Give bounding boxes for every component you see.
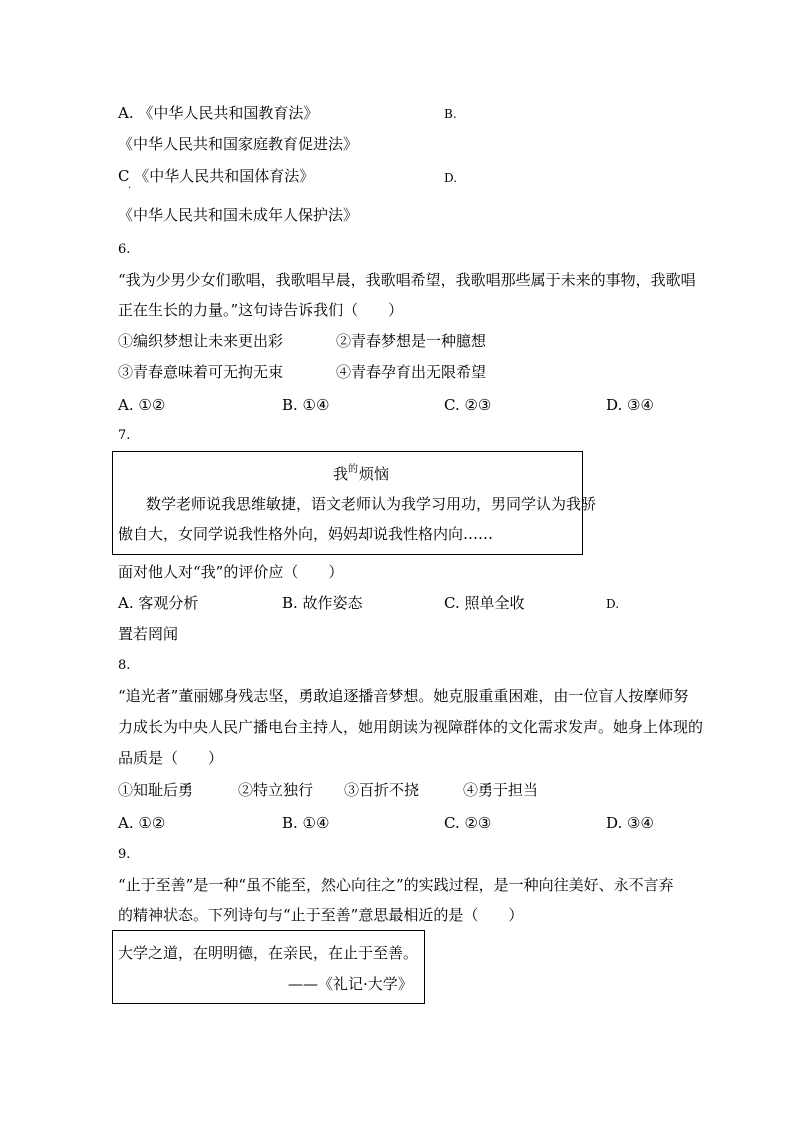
- q5-option-c-dot: ·: [128, 183, 132, 194]
- q6-stem-line2: 正在生长的力量。”这句诗告诉我们（ ）: [118, 301, 404, 319]
- q7-option-b: B. 故作姿态: [282, 594, 363, 612]
- q6-option-d: D. ③④: [606, 396, 654, 414]
- q7-box-line1: 数学老师说我思维敏捷，语文老师认为我学习用功，男同学认为我骄: [146, 495, 597, 513]
- q9-box-line1: 大学之道，在明明德，在亲民，在止于至善。: [118, 944, 419, 962]
- q7-option-a: A. 客观分析: [118, 594, 199, 612]
- q8-option-c: C. ②③: [444, 814, 492, 832]
- q6-stem-line1: “我为少男少女们歌唱，我歌唱早晨，我歌唱希望，我歌唱那些属于未来的事物，我歌唱: [118, 271, 696, 289]
- q7-box-title-ruby: 的: [348, 464, 358, 475]
- q9-box-line2: ——《礼记·大学》: [288, 975, 413, 993]
- q8-statement-2: ②特立独行: [238, 781, 314, 799]
- q7-box-title-pre: 我: [333, 465, 349, 483]
- q6-number: 6.: [118, 242, 131, 257]
- q8-option-b: B. ①④: [282, 814, 330, 832]
- q9-stem-line1: “止于至善”是一种“虽不能至，然心向往之”的实践过程，是一种向往美好、永不言弃: [118, 876, 674, 894]
- q8-statement-1: ①知耻后勇: [118, 781, 194, 799]
- q8-stem-line2: 力成长为中央人民广播电台主持人，她用朗读为视障群体的文化需求发声。她身上体现的: [118, 718, 704, 736]
- q8-statement-4: ④勇于担当: [463, 781, 539, 799]
- q6-statement-2: ②青春梦想是一种臆想: [336, 332, 487, 350]
- q6-option-b: B. ①④: [282, 396, 330, 414]
- q9-stem-line2: 的精神状态。下列诗句与“止于至善”意思最相近的是（ ）: [118, 906, 524, 924]
- q9-number: 9.: [118, 847, 131, 862]
- q5-option-d-text: 《中华人民共和国未成年人保护法》: [118, 206, 359, 224]
- q6-option-c: C. ②③: [444, 396, 492, 414]
- q6-statement-1: ①编织梦想让未来更出彩: [118, 332, 284, 350]
- q6-statement-4: ④青春孕育出无限希望: [336, 363, 487, 381]
- q7-option-c: C. 照单全收: [444, 594, 525, 612]
- q7-stem: 面对他人对“我”的评价应（ ）: [118, 563, 344, 581]
- q5-option-a: A. 《中华人民共和国教育法》: [118, 104, 319, 122]
- q7-box-title-post: 烦恼: [359, 465, 390, 483]
- q7-option-d-text: 置若罔闻: [118, 625, 179, 643]
- q8-option-d: D. ③④: [606, 814, 654, 832]
- q7-option-d-letter: D.: [606, 597, 620, 611]
- q5-option-b-letter: B.: [444, 107, 457, 121]
- q7-box-line2: 傲自大，女同学说我性格外向，妈妈却说我性格内向……: [118, 525, 494, 543]
- q5-option-c: C 《中华人民共和国体育法》: [118, 167, 315, 185]
- q8-stem-line1: “追光者”董丽娜身残志坚，勇敢追逐播音梦想。她克服重重困难，由一位盲人按摩师努: [118, 687, 689, 705]
- q5-option-d-letter: D.: [444, 171, 458, 185]
- q6-option-a: A. ①②: [118, 396, 166, 414]
- q6-statement-3: ③青春意味着可无拘无束: [118, 363, 284, 381]
- q8-number: 8.: [118, 658, 131, 673]
- q5-option-b-text: 《中华人民共和国家庭教育促进法》: [118, 135, 359, 153]
- q8-stem-line3: 品质是（ ）: [118, 749, 224, 767]
- q8-statement-3: ③百折不挠: [344, 781, 420, 799]
- q7-number: 7.: [118, 428, 131, 443]
- q8-option-a: A. ①②: [118, 814, 166, 832]
